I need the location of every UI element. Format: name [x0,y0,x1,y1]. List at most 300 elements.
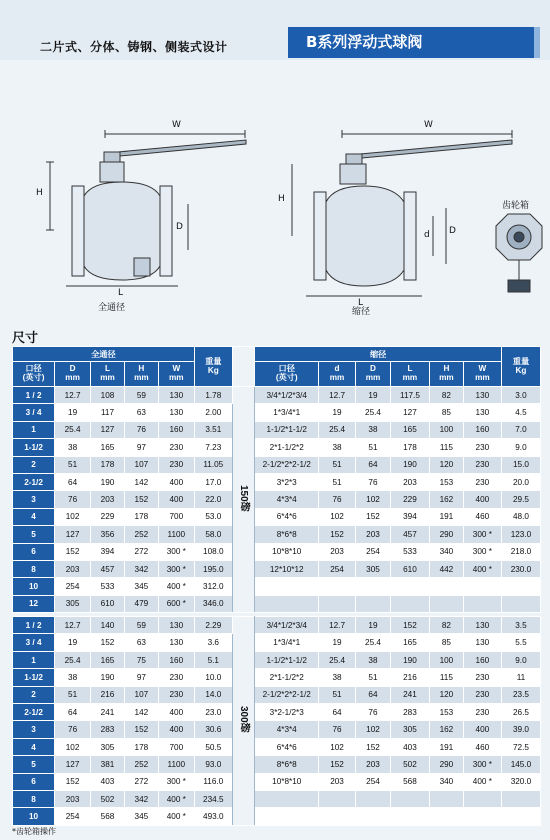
table-cell: 3/4*1/2*3/4 [255,617,319,634]
table-cell: 160 [463,421,501,438]
table-row [13,404,541,421]
dim-l-right: L [358,298,364,308]
table-cell: 203 [390,473,429,490]
table-cell: 12.7 [55,387,91,404]
table-cell: 1*3/4*1 [255,634,319,651]
table-cell: 39.0 [501,721,540,738]
table-cell: 19 [356,617,391,634]
table-cell: 162 [429,491,463,508]
class-300-label [232,617,255,826]
table-cell: 203 [356,756,391,773]
table-cell: 51 [319,456,356,473]
table-cell: 2-1/2*2*2-1/2 [255,456,319,473]
table-cell: 127 [91,421,125,438]
table-cell: 51 [356,439,391,456]
table-cell: 230 [463,669,501,686]
page-title: B系列浮动式球阀 [288,27,534,58]
table-cell: 85 [429,634,463,651]
table-row [13,560,541,577]
table-cell: 165 [390,421,429,438]
table-cell: 457 [390,526,429,543]
weight-header-right [501,347,540,387]
full-bore-valve-drawing [46,130,246,286]
col-header-left-bottom: mm [169,373,184,382]
weight-label-right: 重量 [512,356,530,366]
table-cell: 230 [463,473,501,490]
table-cell [356,595,391,612]
table-cell: 8*6*8 [255,526,319,543]
table-cell: 1-1/2*1-1/2 [255,651,319,668]
table-cell: 442 [429,560,463,577]
table-cell: 14.0 [194,686,232,703]
table-row [13,669,541,686]
table-cell: 165 [390,634,429,651]
table-cell: 8*6*8 [255,756,319,773]
table-cell: 48.0 [501,508,540,525]
table-cell: 53.0 [194,508,232,525]
table-cell: 283 [91,721,125,738]
table-cell: 19 [319,404,356,421]
table-cell: 102 [55,738,91,755]
col-header-left-top: 口径 [25,364,42,374]
col-header-right-bottom: mm [402,373,418,382]
table-cell: 102 [356,491,391,508]
table-cell: 2.29 [194,617,232,634]
class-150-label-text: 150磅 [238,484,250,512]
table-cell: 25.4 [55,651,91,668]
table-cell [255,595,319,612]
table-cell: 272 [124,543,158,560]
table-cell: 130 [158,387,194,404]
table-cell [319,578,356,595]
table-cell: 152 [91,634,125,651]
table-cell: 19 [356,387,391,404]
table-cell: 394 [390,508,429,525]
table-cell: 218.0 [501,543,540,560]
table-cell: 23.5 [501,686,540,703]
table-cell: 700 [158,738,194,755]
col-header-right-bottom: mm [439,373,454,382]
table-cell: 76 [124,421,158,438]
gearbox-drawing [496,214,542,292]
dim-d-small-right: d [424,230,430,240]
table-cell: 254 [55,808,91,825]
table-cell: 400 [158,704,194,721]
table-cell [356,790,391,807]
table-cell: 51 [319,686,356,703]
table-row [13,526,541,543]
table-cell: 195.0 [194,560,232,577]
table-cell: 216 [91,686,125,703]
table-cell: 107 [124,456,158,473]
table-cell: 51 [356,669,391,686]
table-cell: 1 [13,421,55,438]
col-header-right [319,362,356,387]
table-cell: 190 [390,651,429,668]
dim-d-left: D [176,222,183,232]
table-cell: 1-1/2*1-1/2 [255,421,319,438]
table-cell: 29.5 [501,491,540,508]
table-cell: 22.0 [194,491,232,508]
group-header-row [13,347,541,362]
table-cell: 1 [13,651,55,668]
table-cell: 108.0 [194,543,232,560]
section-title: 尺寸 [12,331,39,346]
table-cell [501,790,540,807]
table-cell: 203 [319,543,356,560]
table-row [13,473,541,490]
table-cell: 152 [356,508,391,525]
table-cell: 178 [124,508,158,525]
table-cell: 400 [158,473,194,490]
table-cell: 700 [158,508,194,525]
table-cell: 5 [13,756,55,773]
table-cell: 76 [356,473,391,490]
table-cell: 63 [124,404,158,421]
col-header-right [390,362,429,387]
table-cell: 12.7 [319,617,356,634]
table-cell: 153 [429,473,463,490]
table-cell [390,790,429,807]
table-row [13,756,541,773]
col-header-left [55,362,91,387]
table-cell: 10*8*10 [255,543,319,560]
table-cell: 165 [91,651,125,668]
table-cell [429,808,463,825]
table-cell: 9.0 [501,439,540,456]
table-cell: 25.4 [356,634,391,651]
reduced-bore-caption: 缩径 [352,307,371,317]
full-bore-caption: 全通径 [98,303,126,313]
table-cell: 12.7 [55,617,91,634]
table-cell: 6 [13,543,55,560]
table-row [13,387,541,404]
table-cell: 82 [429,617,463,634]
table-cell: 400 [463,721,501,738]
table-cell: 10 [13,808,55,825]
table-cell: 152 [319,756,356,773]
table-cell: 63 [124,634,158,651]
table-cell: 25.4 [319,421,356,438]
table-row [13,578,541,595]
col-header-left-top: W [172,364,181,374]
table-cell: 130 [463,404,501,421]
table-row [13,617,541,634]
table-cell: 6*4*6 [255,508,319,525]
col-header-right-top: 口径 [278,364,295,374]
dim-h-right: H [278,194,285,204]
table-cell [463,808,501,825]
table-cell: 300 * [158,560,194,577]
table-cell: 191 [429,508,463,525]
col-header-left-top: L [104,364,110,374]
table-cell: 1100 [158,756,194,773]
col-header-right [255,362,319,387]
table-cell: 345 [124,808,158,825]
weight-unit-left: Kg [207,365,219,375]
table-cell [501,578,540,595]
table-cell: 100 [429,421,463,438]
table-cell: 1*3/4*1 [255,404,319,421]
table-cell: 107 [124,686,158,703]
table-cell: 230.0 [501,560,540,577]
table-cell: 3.5 [501,617,540,634]
table-cell: 11 [501,669,540,686]
table-cell: 145.0 [501,756,540,773]
table-cell: 162 [429,721,463,738]
table-cell: 1.78 [194,387,232,404]
table-cell: 82 [429,387,463,404]
table-cell [255,790,319,807]
table-cell: 25.4 [55,421,91,438]
table-cell: 38 [319,669,356,686]
table-cell: 300 * [463,756,501,773]
table-cell: 533 [91,578,125,595]
table-row [13,773,541,790]
table-cell: 160 [158,651,194,668]
table-row [13,439,541,456]
table-cell: 64 [55,704,91,721]
table-row [13,543,541,560]
table-cell: 152 [55,773,91,790]
table-cell: 4 [13,508,55,525]
table-cell: 108 [91,387,125,404]
table-cell: 51 [55,686,91,703]
table-cell: 290 [429,756,463,773]
dimension-table [12,346,541,826]
table-cell: 12 [13,595,55,612]
table-cell: 130 [158,634,194,651]
table-cell: 345 [124,578,158,595]
table-cell: 152 [124,721,158,738]
table-cell: 1100 [158,526,194,543]
table-row [13,634,541,651]
table-row [13,508,541,525]
valve-drawings [0,100,550,320]
table-cell [319,808,356,825]
table-cell: 130 [463,634,501,651]
title-accent [534,27,540,58]
table-cell: 19 [55,404,91,421]
table-cell: 203 [319,773,356,790]
table-cell: 342 [124,560,158,577]
table-cell [429,578,463,595]
table-cell: 568 [390,773,429,790]
table-cell: 5 [13,526,55,543]
table-cell: 230 [463,686,501,703]
table-cell: 127 [55,526,91,543]
table-cell: 305 [390,721,429,738]
table-cell: 1 / 2 [13,617,55,634]
table-cell: 190 [91,473,125,490]
table-row [13,595,541,612]
table-cell: 3.6 [194,634,232,651]
table-cell: 115 [429,439,463,456]
table-cell: 191 [429,738,463,755]
dim-d-right: D [449,226,456,236]
table-cell: 3 [13,721,55,738]
col-header-left-bottom: mm [65,373,80,382]
table-cell: 59 [124,387,158,404]
col-header-right [429,362,463,387]
table-cell: 4 [13,738,55,755]
table-cell: 76 [55,721,91,738]
table-cell: 25.4 [356,404,391,421]
table-cell: 23.0 [194,704,232,721]
table-cell: 6 [13,773,55,790]
table-cell [463,790,501,807]
table-cell: 102 [356,721,391,738]
table-cell: 6*4*6 [255,738,319,755]
table-cell: 76 [356,704,391,721]
table-cell: 178 [390,439,429,456]
table-cell: 400 * [158,790,194,807]
table-cell: 252 [124,526,158,543]
table-cell [463,595,501,612]
table-cell: 190 [91,669,125,686]
table-cell: 12*10*12 [255,560,319,577]
table-cell: 165 [91,439,125,456]
table-cell: 76 [319,491,356,508]
table-cell: 72.5 [501,738,540,755]
table-cell: 203 [55,560,91,577]
weight-unit-right: Kg [515,365,527,375]
table-cell: 93.0 [194,756,232,773]
table-cell: 190 [390,456,429,473]
table-cell: 502 [390,756,429,773]
table-cell: 252 [124,756,158,773]
table-cell: 2 [13,686,55,703]
col-header-left-top: D [69,364,76,374]
table-cell: 3 / 4 [13,404,55,421]
table-cell: 117.5 [390,387,429,404]
col-header-right-bottom: mm [365,373,381,382]
table-cell [429,790,463,807]
table-cell: 30.6 [194,721,232,738]
table-cell: 400 [158,721,194,738]
table-cell: 130 [158,404,194,421]
table-cell: 142 [124,473,158,490]
table-cell: 5.1 [194,651,232,668]
table-cell: 272 [124,773,158,790]
table-cell: 15.0 [501,456,540,473]
table-cell: 300 * [158,773,194,790]
table-cell: 610 [91,595,125,612]
table-cell: 10 [13,578,55,595]
table-cell: 394 [91,543,125,560]
table-cell: 115 [429,669,463,686]
table-cell: 130 [463,617,501,634]
table-cell: 116.0 [194,773,232,790]
gearbox-caption: 齿轮箱 [502,201,530,211]
col-header-right-top: L [407,364,413,374]
table-cell: 3*2-1/2*3 [255,704,319,721]
table-cell: 283 [390,704,429,721]
table-cell: 153 [429,704,463,721]
reduced-bore-header: 缩径 [255,347,502,362]
table-cell [319,595,356,612]
table-cell [390,595,429,612]
col-header-left [91,362,125,387]
table-cell [255,808,319,825]
table-cell: 234.5 [194,790,232,807]
table-cell: 152 [319,526,356,543]
table-cell: 97 [124,439,158,456]
table-cell: 254 [356,773,391,790]
table-cell: 356 [91,526,125,543]
table-cell: 400 * [463,773,501,790]
table-cell: 320.0 [501,773,540,790]
table-cell: 1-1/2 [13,439,55,456]
table-cell: 4.5 [501,404,540,421]
table-cell [356,578,391,595]
table-cell: 123.0 [501,526,540,543]
column-header-row [13,362,541,387]
table-cell: 340 [429,773,463,790]
table-row [13,456,541,473]
table-row [13,790,541,807]
table-cell: 610 [390,560,429,577]
table-row [13,704,541,721]
table-cell: 178 [91,456,125,473]
table-cell: 12.7 [319,387,356,404]
table-cell: 64 [356,456,391,473]
table-cell: 120 [429,686,463,703]
table-cell: 25.4 [319,651,356,668]
table-cell: 38 [319,439,356,456]
table-cell: 241 [390,686,429,703]
table-cell: 3.0 [501,387,540,404]
table-cell: 2-1/2*2*2-1/2 [255,686,319,703]
table-cell [356,808,391,825]
table-cell: 600 * [158,595,194,612]
table-cell: 51 [319,473,356,490]
spacer-cell [232,347,255,387]
col-header-left-bottom: mm [134,373,149,382]
table-cell: 230 [158,669,194,686]
table-cell: 142 [124,704,158,721]
table-cell: 19 [319,634,356,651]
table-cell: 120 [429,456,463,473]
table-cell: 1-1/2 [13,669,55,686]
table-cell: 152 [356,738,391,755]
table-cell: 203 [91,491,125,508]
table-row [13,738,541,755]
table-row [13,686,541,703]
table-cell: 400 [158,491,194,508]
table-cell: 230 [463,439,501,456]
table-cell: 460 [463,738,501,755]
table-cell: 502 [91,790,125,807]
table-row [13,808,541,825]
table-cell: 2 [13,456,55,473]
reduced-bore-valve-drawing [292,130,512,296]
table-cell: 3/4*1/2*3/4 [255,387,319,404]
table-cell: 38 [356,421,391,438]
col-header-right-bottom: (英寸) [275,373,298,382]
table-cell: 346.0 [194,595,232,612]
dim-h-left: H [36,188,43,198]
col-header-left-top: H [138,364,145,374]
table-cell: 7.23 [194,439,232,456]
table-cell: 8 [13,790,55,807]
table-cell: 64 [319,704,356,721]
table-cell: 19 [55,634,91,651]
col-header-left [158,362,194,387]
table-cell: 290 [429,526,463,543]
table-cell: 305 [356,560,391,577]
class-150-label [232,387,255,613]
